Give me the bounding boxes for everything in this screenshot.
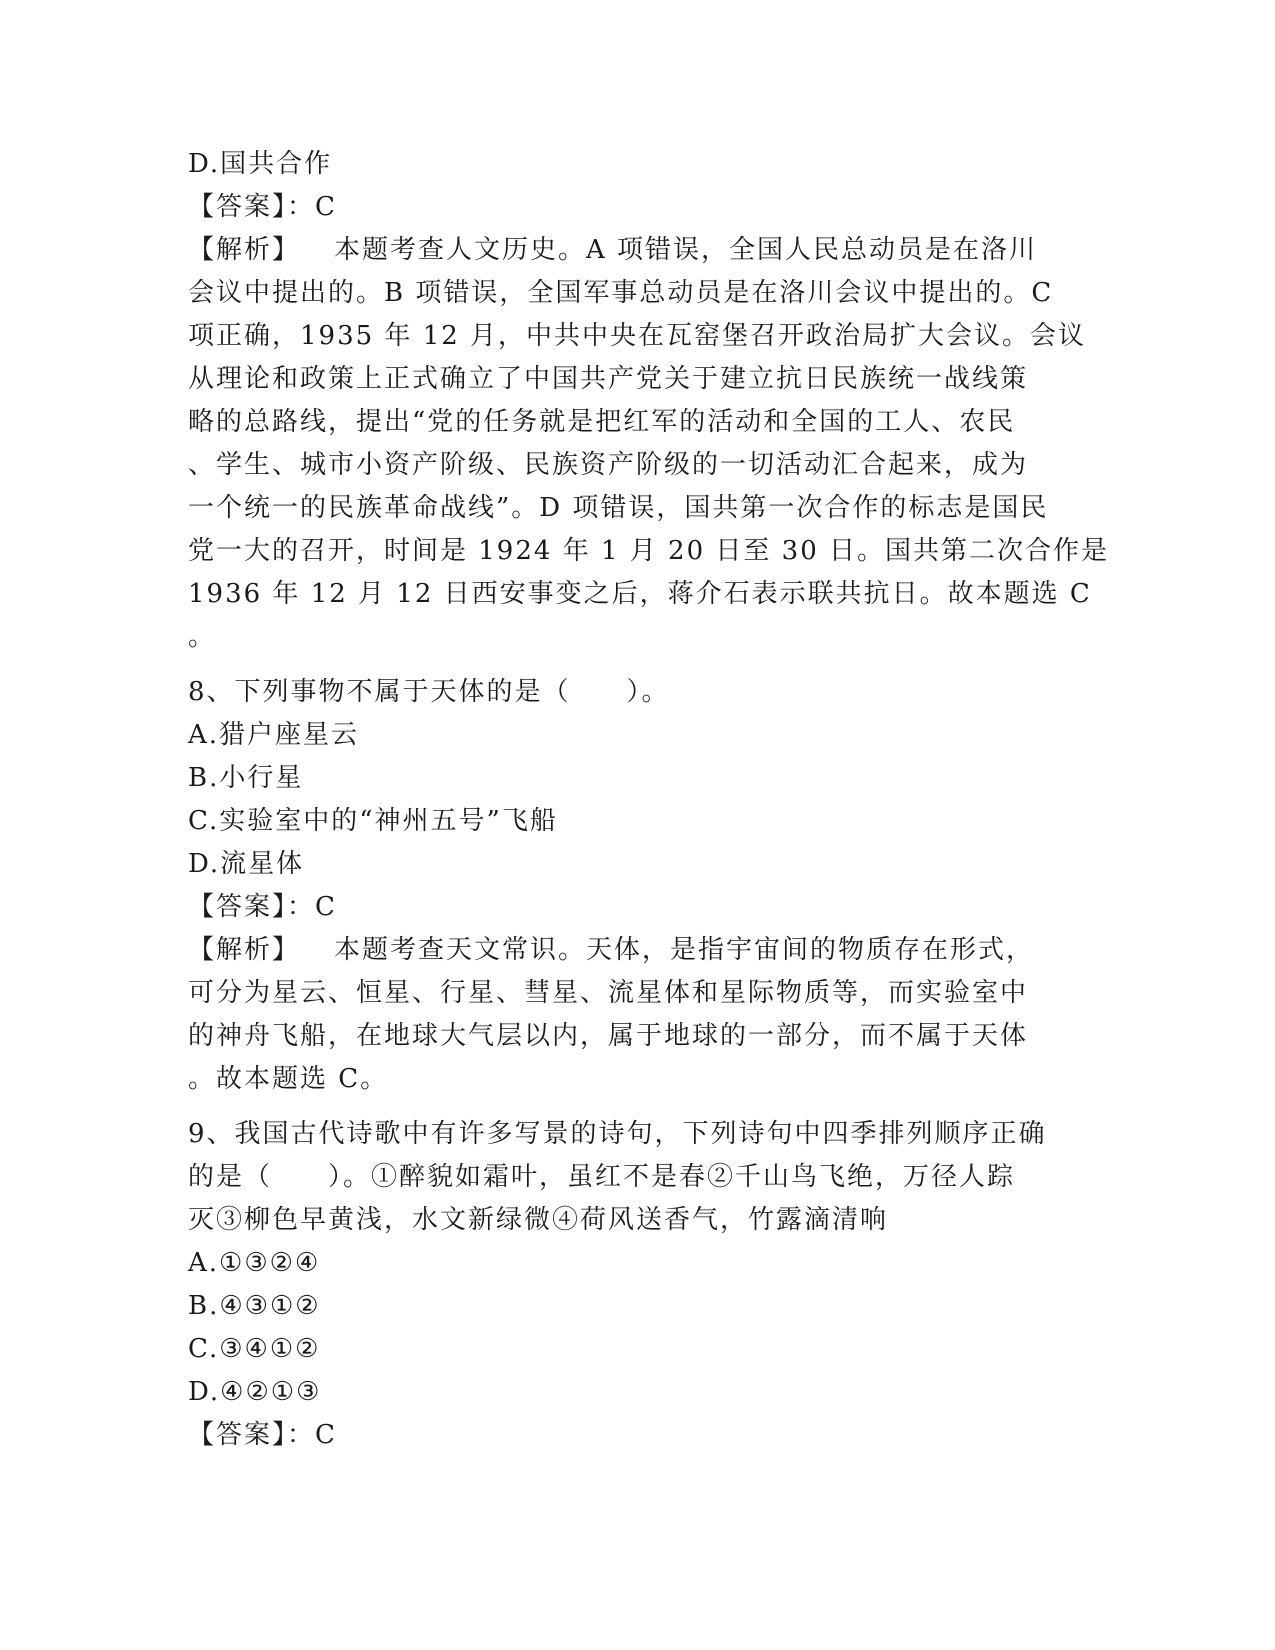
q7-analysis-line-3: 项正确，1935 年 12 月，中共中央在瓦窑堡召开政治局扩大会议。会议 xyxy=(188,321,1087,351)
document-content xyxy=(188,143,1109,1457)
q8-analysis-label: 【解析】 xyxy=(188,935,301,965)
q9-option-a: A.①③②④ xyxy=(188,1248,321,1278)
q9-question-line-2: 的是（ ）。①醉貌如霜叶，虽红不是春②千山鸟飞绝，万径人踪 xyxy=(188,1162,1016,1192)
q9-question-line-1: 9、我国古代诗歌中有许多写景的诗句，下列诗句中四季排列顺序正确 xyxy=(188,1119,1047,1149)
q9-option-d: D.④②①③ xyxy=(188,1377,322,1407)
q7-analysis-line-7: 一个统一的民族革命战线”。D 项错误，国共第一次合作的标志是国民 xyxy=(188,493,1049,523)
q7-analysis-line-10: 。 xyxy=(188,622,217,652)
q7-analysis-line-5: 略的总路线，提出“党的任务就是把红军的活动和全国的工人、农民 xyxy=(188,407,1016,437)
q8-analysis-line-3: 的神舟飞船，在地球大气层以内，属于地球的一部分，而不属于天体 xyxy=(188,1021,1029,1051)
q7-analysis-line-6: 、学生、城市小资产阶级、民族资产阶级的一切活动汇合起来，成为 xyxy=(188,450,1029,480)
q7-answer: 【答案】：C xyxy=(188,192,337,222)
q7-analysis-line-9: 1936 年 12 月 12 日西安事变之后，蒋介石表示联共抗日。故本题选 C xyxy=(188,579,1092,609)
q8-option-d: D.流星体 xyxy=(188,849,305,879)
q8-option-a: A.猎户座星云 xyxy=(188,720,360,750)
q8-question: 8、下列事物不属于天体的是（ ）。 xyxy=(188,677,670,707)
q8-analysis-line-4: 。故本题选 C。 xyxy=(188,1064,389,1094)
q7-analysis-line-4: 从理论和政策上正式确立了中国共产党关于建立抗日民族统一战线策 xyxy=(188,364,1029,394)
q7-analysis-label: 【解析】 xyxy=(188,235,301,265)
q7-analysis-line-8: 党一大的召开，时间是 1924 年 1 月 20 日至 30 日。国共第二次合作是 xyxy=(188,536,1109,566)
q9-option-c: C.③④①② xyxy=(188,1334,321,1364)
q9-answer: 【答案】：C xyxy=(188,1420,337,1450)
q7-analysis-line-2: 会议中提出的。B 项错误，全国军事总动员是在洛川会议中提出的。C xyxy=(188,278,1054,308)
q8-analysis-line-2: 可分为星云、恒星、行星、彗星、流星体和星际物质等，而实验室中 xyxy=(188,978,1029,1008)
q8-option-b: B.小行星 xyxy=(188,763,304,793)
q7-option-d: D.国共合作 xyxy=(188,149,333,179)
q7-analysis-line-1: 【解析】 本题考查人文历史。A 项错误，全国人民总动员是在洛川 xyxy=(188,235,1038,265)
q8-option-c: C.实验室中的“神州五号”飞船 xyxy=(188,806,558,836)
q8-answer: 【答案】：C xyxy=(188,892,337,922)
q9-option-b: B.④③①② xyxy=(188,1291,321,1321)
q8-analysis-line-1: 【解析】 本题考查天文常识。天体，是指宇宙间的物质存在形式， xyxy=(188,935,1035,965)
q9-question-line-3: 灭③柳色早黄浅，水文新绿微④荷风送香气，竹露滴清响 xyxy=(188,1205,889,1235)
